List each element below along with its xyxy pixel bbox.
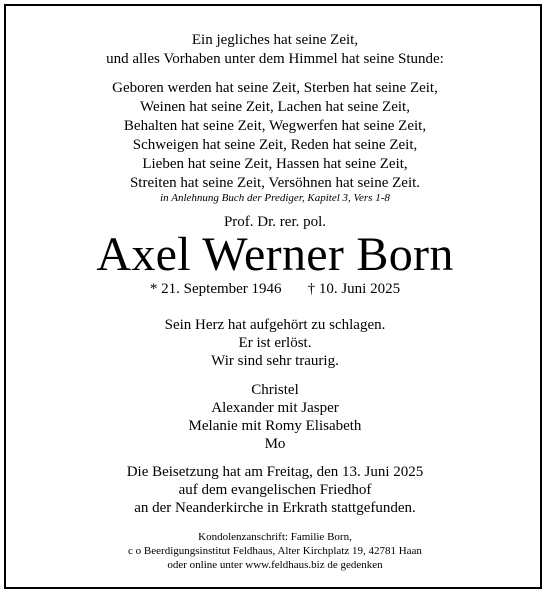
verse-line-3: Behalten hat seine Zeit, Wegwerfen hat seine Zeit, xyxy=(123,118,427,134)
academic-title: Prof. Dr. rer. pol. xyxy=(223,214,327,230)
deceased-name: Axel Werner Born xyxy=(96,228,454,281)
death-date: † 10. Juni 2025 xyxy=(307,281,401,297)
verse-intro-line-1: Ein jegliches hat seine Zeit, xyxy=(191,32,359,48)
condolence-line-3: oder online unter www.feldhaus.biz de gedenken xyxy=(167,559,383,571)
life-dates xyxy=(0,281,550,298)
burial-line-2: auf dem evangelischen Friedhof xyxy=(178,482,372,498)
mourner-1: Christel xyxy=(251,382,299,398)
message-line-1: Sein Herz hat aufgehört zu schlagen. xyxy=(164,317,386,333)
mourner-3: Melanie mit Romy Elisabeth xyxy=(188,418,362,434)
mourner-4: Mo xyxy=(264,436,286,452)
verse-line-4: Schweigen hat seine Zeit, Reden hat seine Zeit, xyxy=(132,137,418,153)
verse-line-1: Geboren werden hat seine Zeit, Sterben hat seine Zeit, xyxy=(112,80,438,96)
burial-line-1: Die Beisetzung hat am Freitag, den 13. Juni 2025 xyxy=(126,464,424,480)
burial-line-3: an der Neanderkirche in Erkrath stattgefunden. xyxy=(134,500,416,516)
condolence-line-2: c o Beerdigungsinstitut Feldhaus, Alter Kirchplatz 19, 42781 Haan xyxy=(128,545,422,557)
verse-line-5: Lieben hat seine Zeit, Hassen hat seine Zeit, xyxy=(142,156,408,172)
mourner-2: Alexander mit Jasper xyxy=(211,400,339,416)
message-line-3: Wir sind sehr traurig. xyxy=(211,353,339,369)
verse-reference: in Anlehnung Buch der Prediger, Kapitel 3, Vers 1-8 xyxy=(160,192,390,204)
condolence-line-1: Kondolenzanschrift: Familie Born, xyxy=(198,531,352,543)
verse-intro-line-2: und alles Vorhaben unter dem Himmel hat seine Stunde: xyxy=(106,51,444,67)
verse-line-6: Streiten hat seine Zeit, Versöhnen hat seine Zeit. xyxy=(129,175,421,191)
message-line-2: Er ist erlöst. xyxy=(238,335,312,351)
birth-date: * 21. September 1946 xyxy=(149,281,282,297)
verse-line-2: Weinen hat seine Zeit, Lachen hat seine Zeit, xyxy=(140,99,410,115)
